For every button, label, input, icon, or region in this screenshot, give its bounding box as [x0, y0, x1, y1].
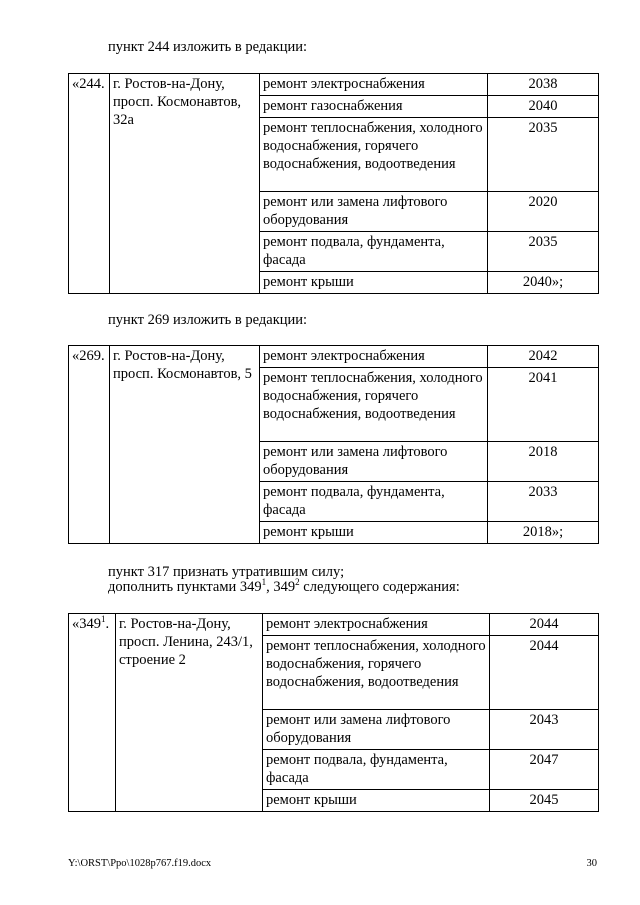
table-item-244 — [68, 73, 599, 294]
work-year: 2043 — [490, 710, 599, 750]
item-number: «244. — [69, 74, 110, 294]
work-year: 2020 — [488, 192, 599, 232]
item-number: «269. — [69, 346, 110, 544]
work-type: ремонт крыши — [263, 790, 490, 812]
item-address: г. Ростов-на-Дону, просп. Ленина, 243/1, строение 2 — [116, 614, 263, 812]
work-year: 2044 — [490, 614, 599, 636]
work-type: ремонт подвала, фундамента, фасада — [260, 232, 488, 272]
work-year: 2018»; — [488, 522, 599, 544]
table-item-269 — [68, 345, 599, 544]
work-year: 2047 — [490, 750, 599, 790]
work-type: ремонт подвала, фундамента, фасада — [263, 750, 490, 790]
work-year: 2033 — [488, 482, 599, 522]
work-type: ремонт или замена лифтового оборудования — [260, 442, 488, 482]
superscript: 2 — [295, 577, 300, 588]
table-row — [69, 346, 599, 368]
text-span: следующего содержания: — [299, 579, 460, 595]
text-span: дополнить пунктами 349 — [108, 579, 262, 595]
work-year: 2041 — [488, 368, 599, 442]
footer-file-path: Y:\ORST\Ppo\1028p767.f19.docx — [68, 858, 212, 869]
work-type: ремонт теплоснабжения, холодного водоснабжения, горячего водоснабжения, водоотведения — [260, 368, 488, 442]
text-span: «349 — [72, 616, 101, 632]
work-year: 2018 — [488, 442, 599, 482]
work-type: ремонт теплоснабжения, холодного водоснабжения, горячего водоснабжения, водоотведения — [263, 636, 490, 710]
work-year: 2045 — [490, 790, 599, 812]
superscript: 1 — [101, 614, 106, 625]
table-row — [69, 614, 599, 636]
table-item-349-1 — [68, 613, 599, 812]
work-type: ремонт или замена лифтового оборудования — [263, 710, 490, 750]
work-type: ремонт электроснабжения — [260, 74, 488, 96]
work-type: ремонт или замена лифтового оборудования — [260, 192, 488, 232]
work-type: ремонт электроснабжения — [260, 346, 488, 368]
paragraph-intro-349 — [108, 578, 460, 596]
paragraph-intro-244: пункт 244 изложить в редакции: — [108, 39, 308, 55]
paragraph-intro-317: пункт 317 признать утратившим силу; — [108, 564, 345, 580]
work-year: 2038 — [488, 74, 599, 96]
item-address: г. Ростов-на-Дону, просп. Космонавтов, 32а — [110, 74, 260, 294]
work-type: ремонт теплоснабжения, холодного водоснабжения, горячего водоснабжения, водоотведения — [260, 118, 488, 192]
work-type: ремонт крыши — [260, 272, 488, 294]
superscript: 1 — [261, 577, 267, 588]
paragraph-intro-269: пункт 269 изложить в редакции: — [108, 312, 308, 328]
work-year: 2044 — [490, 636, 599, 710]
work-type: ремонт крыши — [260, 522, 488, 544]
text-span: , 349 — [266, 579, 296, 595]
text-span: . — [105, 616, 110, 632]
work-type: ремонт подвала, фундамента, фасада — [260, 482, 488, 522]
item-number — [69, 614, 116, 812]
work-type: ремонт газоснабжения — [260, 96, 488, 118]
page-number: 30 — [586, 858, 597, 869]
work-year: 2042 — [488, 346, 599, 368]
table-row — [69, 74, 599, 96]
work-type: ремонт электроснабжения — [263, 614, 490, 636]
work-year: 2035 — [488, 118, 599, 192]
item-address: г. Ростов-на-Дону, просп. Космонавтов, 5 — [110, 346, 260, 544]
work-year: 2040 — [488, 96, 599, 118]
work-year: 2035 — [488, 232, 599, 272]
work-year: 2040»; — [488, 272, 599, 294]
